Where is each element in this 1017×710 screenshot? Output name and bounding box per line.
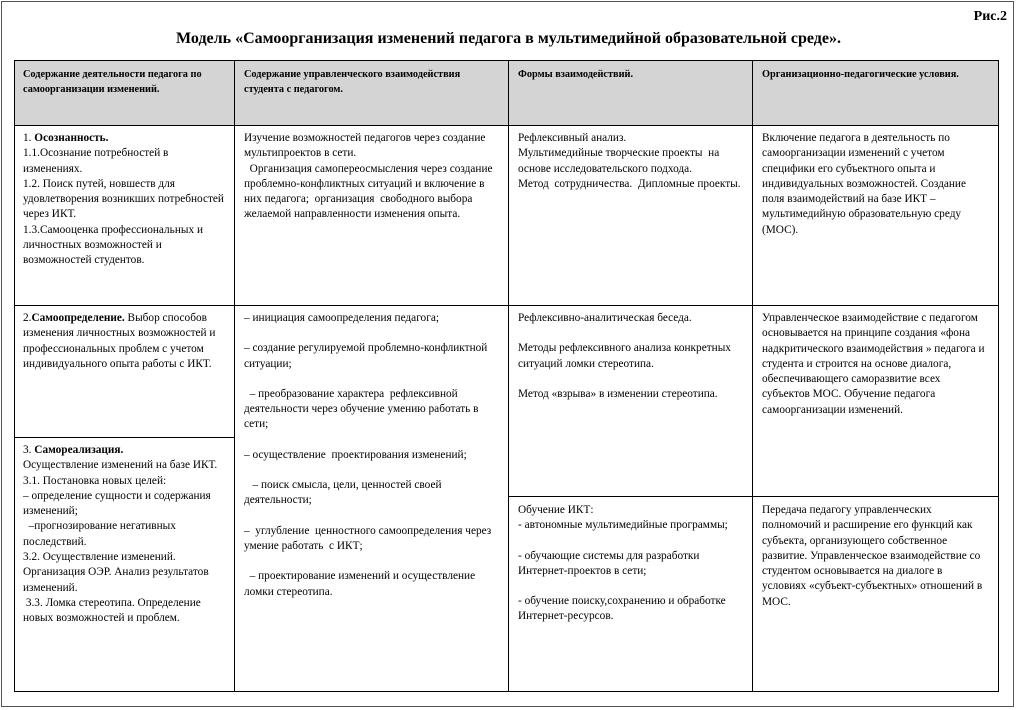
row3-conditions-cell: Передача педагогу управленческих полномочий и расширение его функций как субъекта, организующего собственное развитие. Управленческое взаимодействие со студентом основывается на диалоге в условиях «субъект-субъектных» отношений в МОС. bbox=[762, 504, 983, 608]
list-item: – преобразование характера рефлексивной деятельности через обучение умению работать в сети; bbox=[244, 387, 482, 431]
model-table bbox=[14, 60, 999, 692]
list-item: Рефлексивно-аналитическая беседа. bbox=[518, 312, 692, 324]
header-management-content: Содержание управленческого взаимодействия студента с педагогом. bbox=[244, 69, 461, 95]
row1-conditions-cell: Включение педагога в деятельность по самоорганизации изменений с учетом специфики его субъектного опыта и индивидуальных возможностей. Создание поля взаимодействий на базе ИКТ – мультимедийную образовательную среду (МОС). bbox=[762, 132, 966, 236]
list-item: – инициация самоопределения педагога; bbox=[244, 312, 439, 324]
figure-label: Рис.2 bbox=[973, 9, 1007, 24]
header-divider bbox=[15, 125, 998, 126]
list-item: Организация самопереосмысления через создание проблемно-конфликтных ситуаций и включение в них педагога; организация свободного выбора желаемой направленности изменения опыта. bbox=[244, 162, 496, 221]
list-item: 1.2. Поиск путей, новшеств для удовлетворения возникших потребностей через ИКТ. bbox=[23, 177, 224, 221]
column-divider-2 bbox=[508, 61, 509, 691]
list-item: Изучение возможностей педагогов через создание мультипроектов в сети. bbox=[244, 132, 492, 160]
row2-conditions-cell: Управленческое взаимодействие с педагогом основывается на принципе создания «фона надкритического взаимодействия » педагога и студента и строится на основе диалога, обеспечивающего саморазвитие всех субъектов МОС. Обучение педагога самоорганизации изменений. bbox=[762, 312, 985, 416]
column-divider-3 bbox=[752, 61, 753, 691]
list-item: - обучение поиску,сохранению и обработке Интернет-ресурсов. bbox=[518, 595, 729, 623]
row3-activity-cell bbox=[23, 443, 233, 627]
list-item: 3.1. Постановка новых целей: bbox=[23, 474, 167, 487]
list-item: – поиск смысла, цели, ценностей своей деятельности; bbox=[244, 479, 445, 507]
list-item: – проектирование изменений и осуществление ломки стереотипа. bbox=[244, 570, 478, 598]
list-item: 1.3.Самооценка профессиональных и личностных возможностей и возможностей студентов. bbox=[23, 223, 203, 267]
list-item: 3.2. Осуществление изменений. Организация ОЭР. Анализ результатов изменений. bbox=[23, 551, 212, 594]
list-item: – определение сущности и содержания изменений; bbox=[23, 489, 214, 518]
row2-activity-cell: 2.Самоопределение. Выбор способов изменения личностных возможностей и профессиональных проблем с учетом индивидуального опыта работы с ИКТ. bbox=[23, 312, 216, 370]
list-item: – осуществление проектирования изменений; bbox=[244, 448, 467, 461]
list-item: – углубление ценностного самоопределения через умение работать с ИКТ; bbox=[244, 524, 495, 552]
row1-management-cell bbox=[244, 131, 499, 223]
document-title: Модель «Самоорганизация изменений педагога в мультимедийной образовательной среде». bbox=[176, 30, 841, 47]
row23-management-cell bbox=[244, 311, 499, 600]
header-activity-content: Содержание деятельности педагога по самоорганизации изменений. bbox=[23, 69, 202, 95]
list-item: Методы рефлексивного анализа конкретных ситуаций ломки стереотипа. bbox=[518, 342, 734, 370]
list-item: – создание регулируемой проблемно-конфликтной ситуации; bbox=[244, 342, 491, 370]
list-item: Рефлексивный анализ. bbox=[518, 132, 627, 144]
row1-forms-cell bbox=[518, 131, 748, 192]
list-item: Метод сотрудничества. Дипломные проекты. bbox=[518, 177, 741, 190]
list-item: Мультимедийные творческие проекты на основе исследовательского подхода. bbox=[518, 147, 723, 175]
row3-heading: 3. Самореализация. bbox=[23, 444, 124, 456]
row-divider-1 bbox=[15, 305, 998, 306]
header-interaction-forms: Формы взаимодействий. bbox=[518, 69, 634, 80]
row-divider-2-col34 bbox=[508, 496, 998, 497]
column-divider-1 bbox=[234, 61, 235, 691]
row1-activity-cell bbox=[23, 131, 228, 269]
row3-forms-cell bbox=[518, 503, 743, 625]
row1-heading: 1. Осознанность. bbox=[23, 132, 109, 144]
list-item: 3.3. Ломка стереотипа. Определение новых возможностей и проблем. bbox=[23, 596, 204, 625]
list-item: 1.1.Осознание потребностей в изменениях. bbox=[23, 147, 169, 175]
row2-forms-cell bbox=[518, 311, 733, 402]
row-divider-2-col1 bbox=[15, 437, 234, 438]
list-item: Осуществление изменений на базе ИКТ. bbox=[23, 459, 218, 472]
list-item: –прогнозирование негативных последствий. bbox=[23, 520, 179, 548]
header-conditions: Организационно-педагогические условия. bbox=[762, 69, 959, 80]
list-item: Метод «взрыва» в изменении стереотипа. bbox=[518, 387, 718, 400]
list-item: Обучение ИКТ: bbox=[518, 504, 594, 516]
list-item: - обучающие системы для разработки Интернет-проектов в сети; bbox=[518, 549, 703, 577]
list-item: - автономные мультимедийные программы; bbox=[518, 519, 728, 532]
